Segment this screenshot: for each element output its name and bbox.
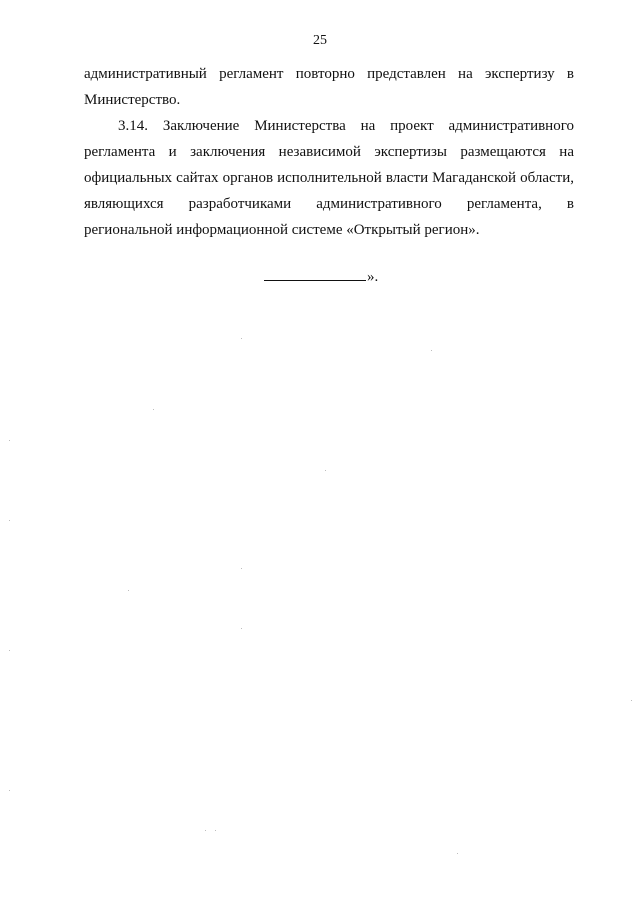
paragraph-continuation: административный регламент повторно представлен на экспертизу в Министерство. xyxy=(84,66,574,108)
scan-speck xyxy=(431,350,432,351)
scan-speck xyxy=(9,440,10,441)
scan-speck xyxy=(9,790,10,791)
scan-speck xyxy=(241,628,242,629)
scan-speck xyxy=(215,830,216,831)
scan-speck xyxy=(9,650,10,651)
scan-speck xyxy=(205,830,206,831)
scan-speck xyxy=(153,409,154,410)
paragraph-clause-3-14: 3.14. Заключение Министерства на проект административного регламента и заключения независимой экспертизы размещаются на официальных сайтах органов исполнительной власти Магаданской области, являющихся разработчиками административного регламента, в региональной информационной системе «Открытый регион». xyxy=(84,118,574,238)
scan-speck xyxy=(325,470,326,471)
closing-mark: ». xyxy=(367,269,379,285)
scan-speck xyxy=(457,853,458,854)
scan-speck xyxy=(631,700,632,701)
scan-speck xyxy=(9,520,10,521)
scan-speck xyxy=(241,568,242,569)
closing-line-block xyxy=(264,268,378,286)
scan-speck xyxy=(241,338,242,339)
closing-underline xyxy=(264,268,366,281)
scan-speck xyxy=(128,590,129,591)
page-number: 25 xyxy=(313,33,327,48)
